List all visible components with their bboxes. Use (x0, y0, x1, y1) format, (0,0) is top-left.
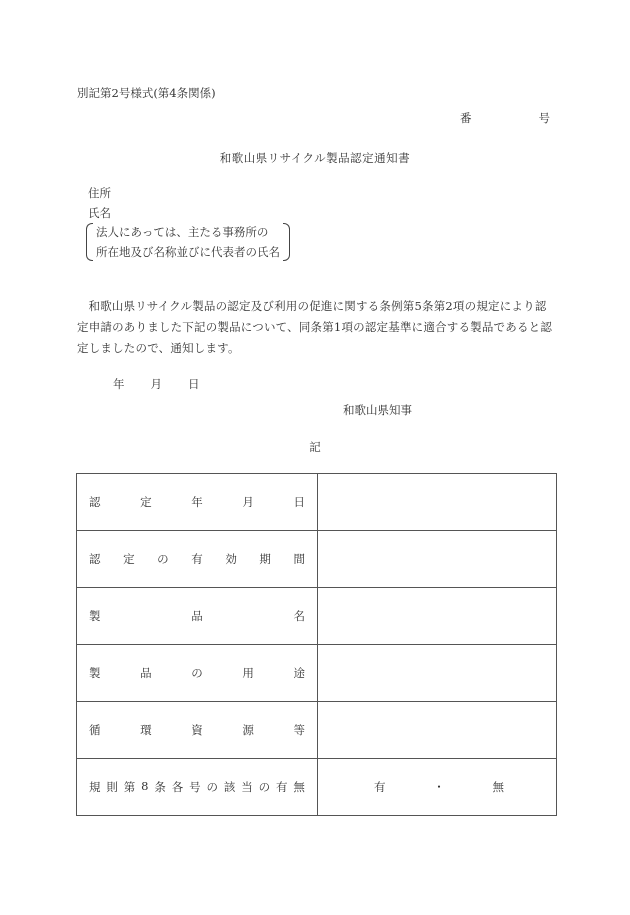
row-label-char: 有 (191, 552, 203, 566)
table-row (77, 759, 557, 816)
option-yes[interactable]: 有 (374, 780, 386, 794)
row-label-char: 途 (293, 666, 305, 680)
row-label-char: 製 (89, 666, 101, 680)
left-bracket-icon (86, 223, 93, 261)
date-line (113, 376, 200, 392)
table-row (77, 531, 557, 588)
option-no[interactable]: 無 (492, 780, 504, 794)
separator-dot: ・ (433, 780, 445, 794)
row-label-char: 期 (259, 552, 271, 566)
document-title: 和歌山県リサイクル製品認定通知書 (219, 151, 411, 165)
row-label-char: 製 (89, 609, 101, 623)
row-value-cell[interactable] (318, 759, 557, 816)
row-label (77, 551, 317, 567)
table-row (77, 588, 557, 645)
corporate-note (86, 222, 290, 262)
right-bracket-icon (283, 223, 290, 261)
row-label (77, 494, 317, 510)
row-label-cell (77, 702, 318, 759)
corporate-note-line: 所在地及び名称並びに代表者の氏名 (96, 245, 280, 259)
row-label-char: 環 (140, 723, 152, 737)
row-label-char: 名 (293, 609, 305, 623)
row-label-char: 等 (293, 723, 305, 737)
row-label-char: の (258, 780, 271, 794)
row-label-char: 源 (242, 723, 254, 737)
applicability-options (318, 779, 556, 795)
row-label-char: 則 (106, 780, 118, 794)
table-row (77, 645, 557, 702)
row-label-char: 当 (241, 780, 253, 794)
row-label-char: 8 (141, 779, 149, 793)
row-label-cell (77, 645, 318, 702)
row-label-char: 号 (189, 780, 201, 794)
row-label (77, 665, 317, 681)
row-label-cell (77, 759, 318, 816)
row-value-cell[interactable] (318, 702, 557, 759)
row-label-cell (77, 531, 318, 588)
row-label-char: 日 (293, 495, 305, 509)
row-label-char: 無 (293, 780, 305, 794)
date-day: 日 (188, 377, 200, 391)
row-label-char: 資 (191, 723, 203, 737)
issuer-name: 和歌山県知事 (343, 403, 412, 417)
row-label-char: 該 (223, 780, 236, 794)
row-label-char: 条 (154, 780, 166, 794)
row-label-char: 定 (140, 495, 152, 509)
row-label-char: 定 (123, 552, 135, 566)
row-label-char: 用 (242, 666, 254, 680)
row-label-char: 規 (89, 780, 101, 794)
row-label-char: の (206, 780, 218, 794)
date-year: 年 (113, 377, 125, 391)
row-label-char: の (191, 666, 203, 680)
row-label-char: の (157, 552, 169, 566)
row-label-char: 認 (89, 552, 101, 566)
row-label-char: 品 (140, 666, 152, 680)
table-row (77, 474, 557, 531)
row-label-cell (77, 588, 318, 645)
row-value-cell[interactable] (318, 531, 557, 588)
row-label-char: 品 (191, 609, 203, 623)
row-label-char: 年 (191, 495, 203, 509)
row-value-cell[interactable] (318, 588, 557, 645)
row-label-char: 月 (242, 495, 254, 509)
row-label (77, 779, 317, 795)
corporate-note-line: 法人にあっては、主たる事務所の (96, 225, 269, 239)
row-label-cell (77, 474, 318, 531)
row-label (77, 608, 317, 624)
row-label-char: 認 (89, 495, 101, 509)
ki-heading: 記 (309, 440, 321, 454)
row-label (77, 722, 317, 738)
number-label-ban: 番 (460, 111, 472, 125)
row-label-char: 第 (123, 780, 136, 794)
notification-body: 和歌山県リサイクル製品の認定及び利用の促進に関する条例第5条第2項の規定により認定申請のありました下記の製品について、同条第1項の認定基準に適合する製品であると認定しましたので、通知します。 (77, 299, 553, 355)
document-number-field (460, 110, 550, 126)
name-label: 氏名 (88, 206, 111, 220)
table-row (77, 702, 557, 759)
row-value-cell[interactable] (318, 474, 557, 531)
row-label-char: 有 (275, 780, 288, 794)
row-label-char: 間 (293, 552, 305, 566)
bracketed-note (86, 222, 290, 262)
row-value-cell[interactable] (318, 645, 557, 702)
date-month: 月 (150, 377, 162, 391)
form-reference: 別記第2号様式(第4条関係) (77, 86, 216, 100)
number-label-go: 号 (538, 111, 550, 125)
row-label-char: 効 (225, 552, 237, 566)
row-label-char: 循 (89, 723, 101, 737)
details-table (76, 473, 557, 816)
row-label-char: 各 (171, 780, 184, 794)
address-label: 住所 (88, 186, 111, 200)
